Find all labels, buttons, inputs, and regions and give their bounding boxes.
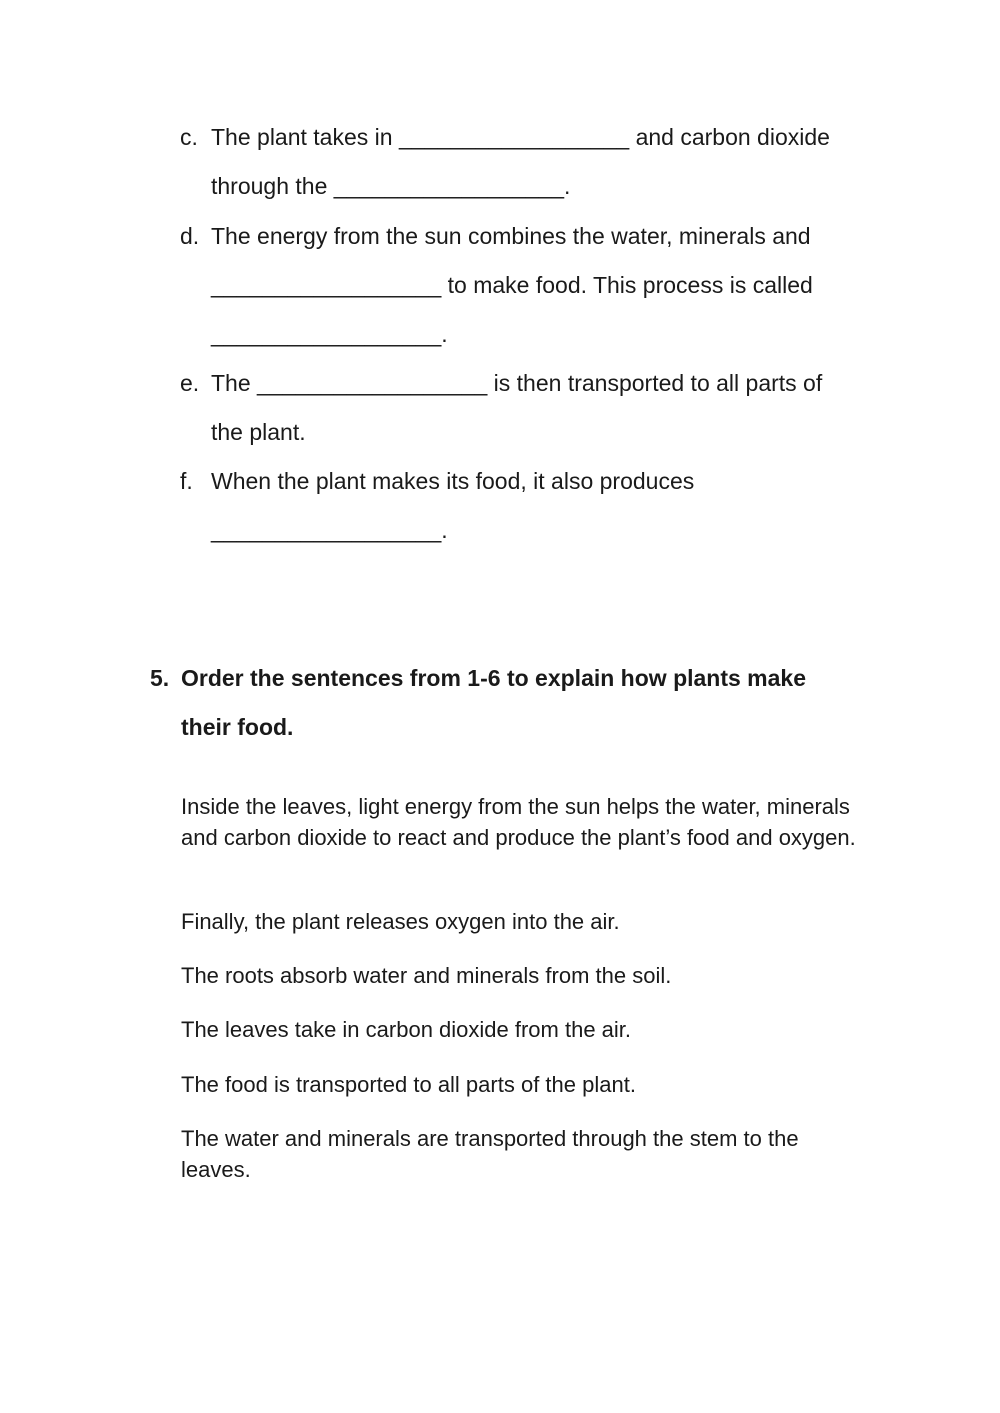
fill-blank-item-c [180, 113, 880, 211]
fill-blank-item-e [180, 359, 880, 457]
item-letter: e. [180, 370, 200, 396]
item-text: The energy from the sun combines the water, minerals and __________________ to make food. This process is called __________________. [211, 223, 813, 347]
question-number: 5. [150, 665, 170, 691]
sentence-card: Inside the leaves, light energy from the sun helps the water, minerals and carbon dioxide to react and produce the plant’s food and oxygen. [181, 794, 856, 850]
sentence-card: The roots absorb water and minerals from the soil. [181, 963, 672, 988]
sentence-card: The food is transported to all parts of the plant. [181, 1072, 636, 1097]
sentence-card: Finally, the plant releases oxygen into the air. [181, 909, 620, 934]
item-letter: f. [180, 468, 193, 494]
question-5-heading [150, 654, 850, 752]
sentence-card: The water and minerals are transported through the stem to the leaves. [181, 1126, 799, 1182]
item-text: When the plant makes its food, it also produces __________________. [211, 468, 695, 543]
item-text: The plant takes in __________________ and carbon dioxide through the __________________. [211, 124, 830, 199]
item-letter: c. [180, 124, 198, 150]
fill-blank-item-d [180, 212, 880, 359]
sentence-card: The leaves take in carbon dioxide from the air. [181, 1017, 632, 1042]
question-title: Order the sentences from 1-6 to explain how plants make their food. [181, 665, 807, 740]
item-text: The __________________ is then transported to all parts of the plant. [211, 370, 823, 445]
item-letter: d. [180, 223, 200, 249]
fill-blank-item-f [180, 457, 880, 555]
